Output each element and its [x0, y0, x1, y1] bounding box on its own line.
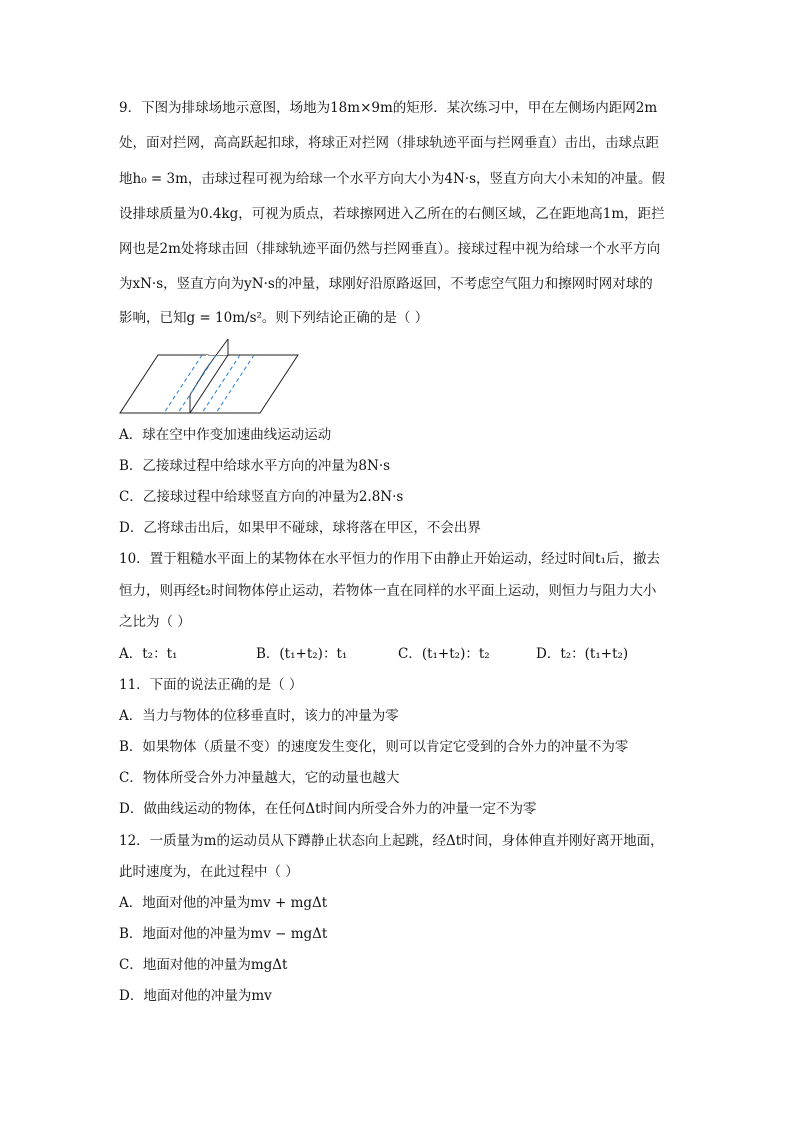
q9-line-2: 处，面对拦网，高高跃起扣球，将球正对拦网（排球轨迹平面与拦网垂直）击出，击球点距 [119, 135, 659, 151]
q12-option-b: B．地面对他的冲量为mv − mgΔt [119, 926, 328, 942]
q9-line-1: 9．下图为排球场地示意图，场地为18m×9m的矩形．某次练习中，甲在左侧场内距网2m [119, 100, 658, 116]
q11-option-d: D．做曲线运动的物体，在任何Δt时间内所受合外力的冲量一定不为零 [119, 801, 537, 817]
q10-line-3: 之比为（ ） [119, 614, 191, 630]
q9-option-a: A．球在空中作变加速曲线运动运动 [119, 427, 332, 443]
q9-line-4: 设排球质量为0.4kg，可视为质点，若球擦网进入乙所在的右侧区域，乙在距地高1m，距拦 [119, 206, 665, 222]
q12-option-c: C．地面对他的冲量为mgΔt [119, 957, 288, 973]
q10-line-2: 恒力，则再经t₂时间物体停止运动，若物体一直在同样的水平面上运动，则恒力与阻力大小 [119, 583, 657, 599]
volleyball-court-diagram [118, 337, 302, 417]
q9-line-3: 地h₀ = 3m，击球过程可视为给球一个水平方向大小为4N·s，竖直方向大小未知的冲量。假 [119, 171, 666, 187]
q11-option-b: B．如果物体（质量不变）的速度发生变化，则可以肯定它受到的合外力的冲量不为零 [119, 739, 629, 755]
q12-option-a: A．地面对他的冲量为mv + mgΔt [119, 895, 328, 911]
q9-line-7: 影响，已知g = 10m/s²。则下列结论正确的是（ ） [119, 310, 429, 326]
q11-line-1: 11．下面的说法正确的是（ ） [119, 677, 303, 693]
q9-option-c: C．乙接球过程中给球竖直方向的冲量为2.8N·s [119, 489, 404, 505]
q10-option-a: A．t₂：t₁ [119, 646, 178, 662]
q12-line-1: 12．一质量为m的运动员从下蹲静止状态向上起跳，经Δt时间，身体伸直并刚好离开地面， [119, 833, 664, 849]
q9-option-b: B．乙接球过程中给球水平方向的冲量为8N·s [119, 458, 391, 474]
q10-option-c: C．(t₁+t₂)：t₂ [398, 646, 490, 662]
q12-option-d: D．地面对他的冲量为mv [119, 988, 272, 1004]
q10-line-1: 10．置于粗糙水平面上的某物体在水平恒力的作用下由静止开始运动，经过时间t₁后，撤去 [119, 551, 661, 567]
q11-option-a: A．当力与物体的位移垂直时，该力的冲量为零 [119, 708, 399, 724]
q12-line-2: 此时速度为，在此过程中（ ） [119, 864, 299, 880]
q9-line-5: 网也是2m处将球击回（排球轨迹平面仍然与拦网垂直）。接球过程中视为给球一个水平方向 [119, 241, 661, 257]
q9-line-6: 为xN·s，竖直方向为yN·s的冲量，球刚好沿原路返回，不考虑空气阻力和擦网时网对球的 [119, 276, 653, 292]
q10-option-d: D．t₂：(t₁+t₂) [536, 646, 629, 662]
q9-option-d: D．乙将球击出后，如果甲不碰球，球将落在甲区，不会出界 [119, 520, 481, 536]
q11-option-c: C．物体所受合外力冲量越大，它的动量也越大 [119, 770, 400, 786]
q10-option-b: B．(t₁+t₂)：t₁ [256, 646, 348, 662]
